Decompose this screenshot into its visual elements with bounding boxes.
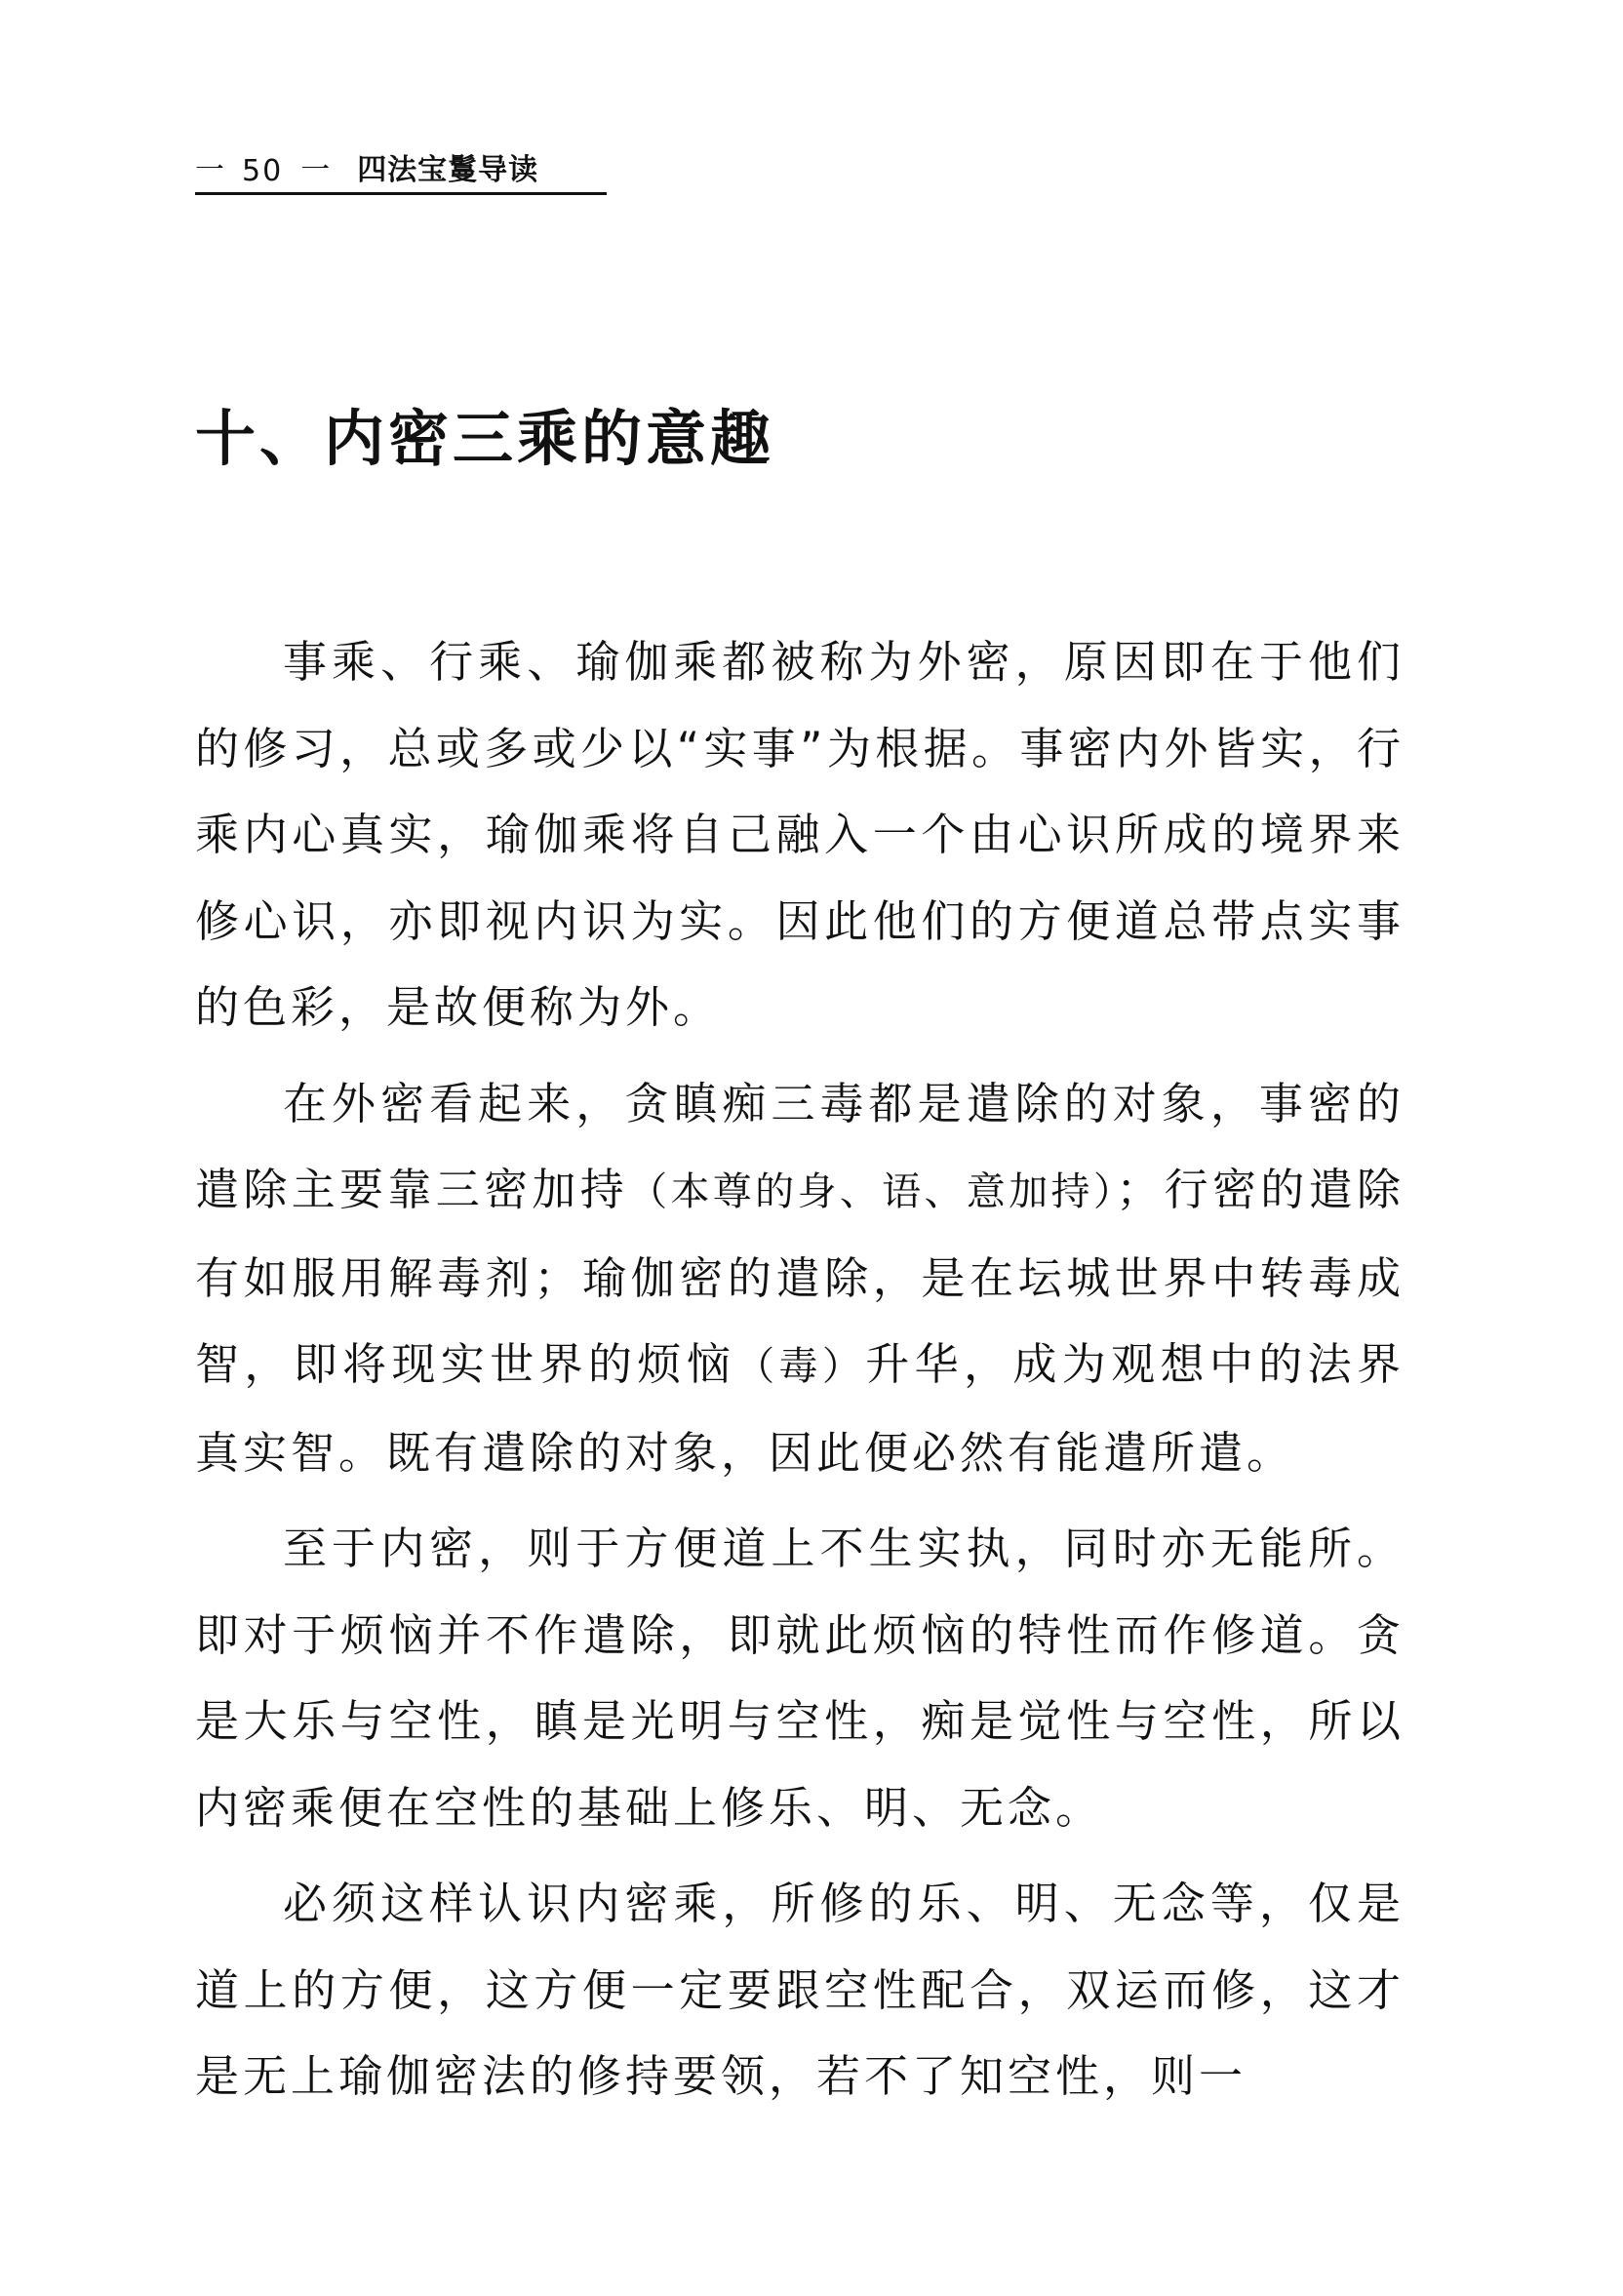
paragraph-2-part-1: 在外密看起来，贪瞋痴三毒都是遣除的对象，事密的遣除主要靠三密加持 <box>195 1077 1405 1215</box>
annotation-sanmi: （本尊的身、语、意加持） <box>628 1169 1117 1214</box>
paragraph-3: 至于内密，则于方便道上不生实执，同时亦无能所。即对于烦恼并不作遣除，即就此烦恼的特性而作修道。贪是大乐与空性，瞋是光明与空性，痴是觉性与空性，所以内密乘便在空性的基础上修乐、明、无念。 <box>195 1523 1405 1834</box>
book-title: 四法宝鬘导读 <box>357 153 539 187</box>
paragraph-2-part-3: 升华，成为观想中的法界真实智。既有遣除的对象，因此便必然有能遣所遣。 <box>195 1338 1405 1479</box>
paragraph-2-part-2: ；行密的遣除有如服用解毒剂；瑜伽密的遣除，是在坛城世界中转毒成智，即将现实世界的烦恼 <box>195 1164 1405 1390</box>
paragraph-1: 事乘、行乘、瑜伽乘都被称为外密，原因即在于他们的修习，总或多或少以“实事”为根据。事密内外皆实，行乘内心真实，瑜伽乘将自己融入一个由心识所成的境界来修心识，亦即视内识为实。因此他们的方便道总带点实事的色彩，是故便称为外。 <box>195 636 1405 1033</box>
section-title: 十、内密三乘的意趣 <box>195 403 775 474</box>
annotation-du: （毒） <box>735 1344 866 1389</box>
paragraph-2 <box>195 1061 1405 1497</box>
header-dash-left: 一 <box>195 153 224 187</box>
page-number: 50 <box>242 154 284 188</box>
running-header <box>195 146 607 195</box>
body-text <box>195 619 1405 2130</box>
paragraph-4: 必须这样认识内密乘，所修的乐、明、无念等，仅是道上的方便，这方便一定要跟空性配合，双运而修，这才是无上瑜伽密法的修持要领，若不了知空性，则一 <box>195 1878 1405 2102</box>
header-dash-right: 一 <box>300 153 331 187</box>
